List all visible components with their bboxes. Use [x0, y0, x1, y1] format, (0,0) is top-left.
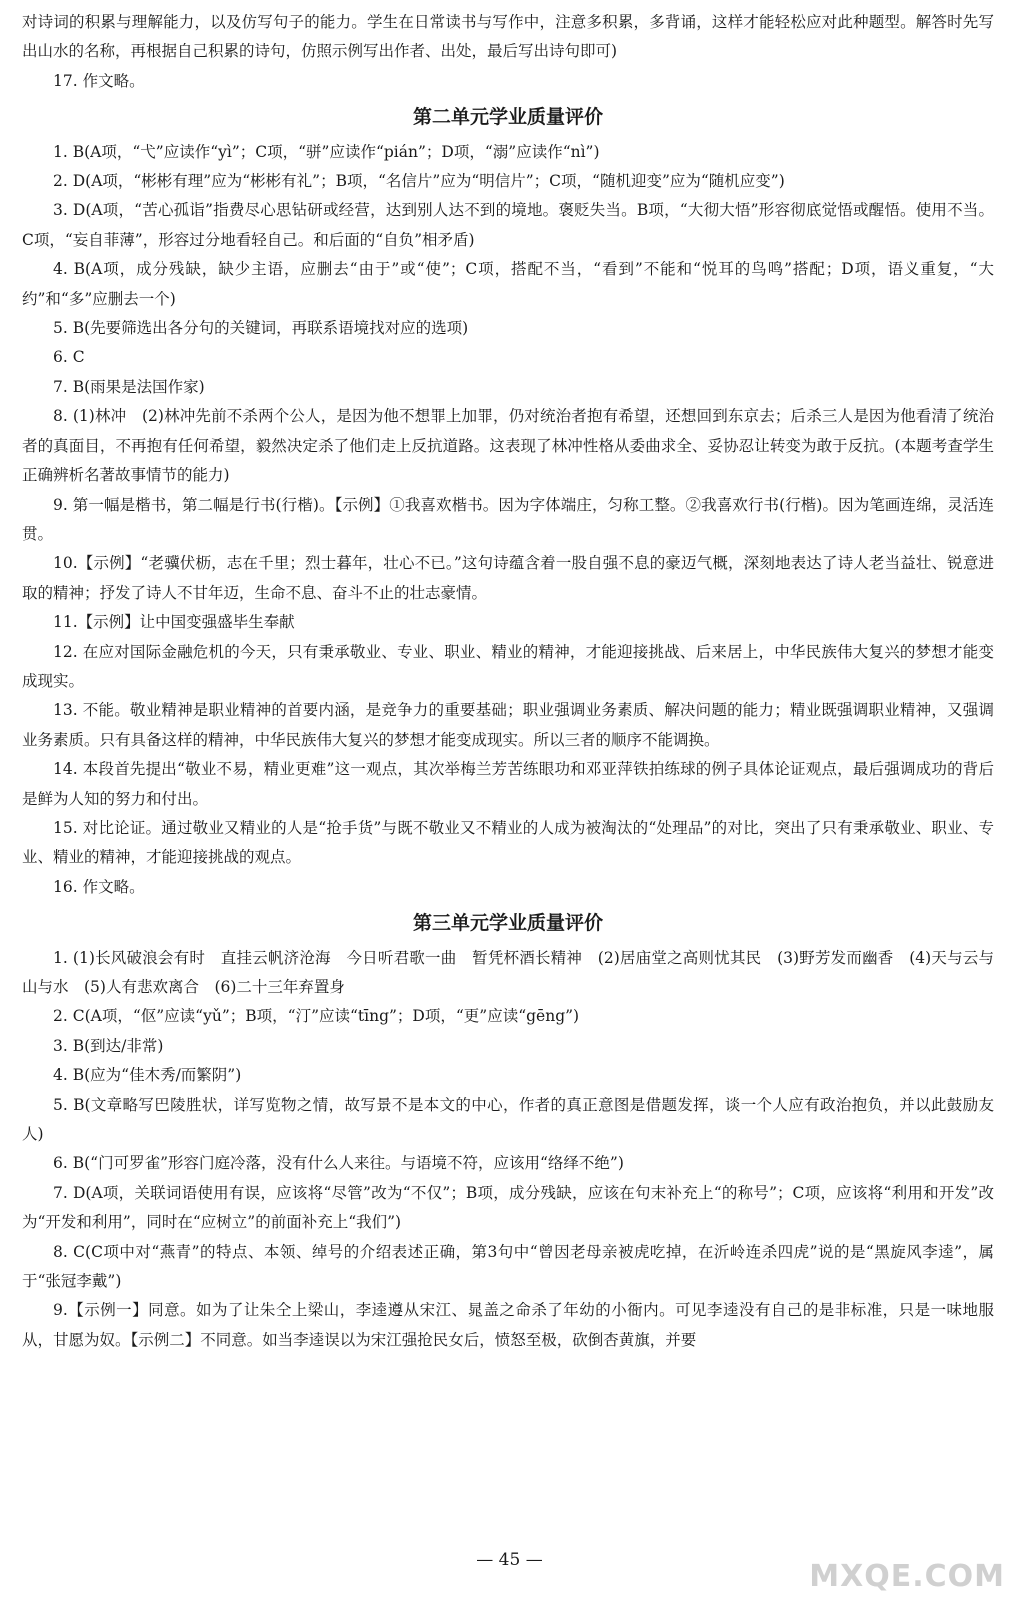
unit3-answer-8: 8. C(C项中对“燕青”的特点、本领、绰号的介绍表述正确，第3句中“曾因老母亲被虎吃掉，在沂岭连杀四虎”说的是“黑旋风李逵”，属于“张冠李戴”) [22, 1242, 994, 1291]
unit2-answer-8: 8. (1)林冲 (2)林冲先前不杀两个公人，是因为他不想罪上加罪，仍对统治者抱有希望，还想回到东京去；后杀三人是因为他看清了统治者的真面目，不再抱有任何希望，毅然决定杀了他们走上反抗道路。这表现了林冲性格从委曲求全、妥协忍让转变为敢于反抗。(本题考查学生正确辨析名著故事情节的能力) [22, 407, 994, 485]
unit2-answer-7: 7. B(雨果是法国作家) [53, 377, 205, 396]
unit2-answer-1: 1. B(A项，“弋”应读作“yì”；C项，“骈”应读作“pián”；D项，“溺”应读作“nì”) [53, 142, 600, 161]
unit3-answer-3: 3. B(到达/非常) [53, 1036, 164, 1055]
unit2-answer-9: 9. 第一幅是楷书，第二幅是行书(行楷)。【示例】①我喜欢楷书。因为字体端庄，匀称工整。②我喜欢行书(行楷)。因为笔画连绵，灵活连贯。 [22, 495, 994, 543]
unit3-answer-7: 7. D(A项，关联词语使用有误，应该将“尽管”改为“不仅”；B项，成分残缺，应该在句末补充上“的称号”；C项，应该将“利用和开发”改为“开发和利用”，同时在“应树立”的前面补充上“我们”) [22, 1183, 994, 1232]
unit2-answer-4: 4. B(A项，成分残缺，缺少主语，应删去“由于”或“使”；C项，搭配不当，“看到”不能和“悦耳的鸟鸣”搭配；D项，语义重复，“大约”和“多”应删去一个) [22, 260, 994, 308]
unit2-answer-16: 16. 作文略。 [53, 877, 145, 896]
unit3-answer-5: 5. B(文章略写巴陵胜状，详写览物之情，故写景不是本文的中心，作者的真正意图是借题发挥，谈一个人应有政治抱负，并以此鼓励友人) [22, 1095, 994, 1144]
unit2-answer-13: 13. 不能。敬业精神是职业精神的首要内涵，是竞争力的重要基础；职业强调业务素质、解决问题的能力；精业既强调职业精神，又强调业务素质。只有具备这样的精神，中华民族伟大复兴的梦想才能变成现实。所以三者的顺序不能调换。 [22, 701, 994, 749]
unit2-answer-15: 15. 对比论证。通过敬业又精业的人是“抢手货”与既不敬业又不精业的人成为被淘汰的“处理品”的对比，突出了只有秉承敬业、职业、专业、精业的精神，才能迎接挑战的观点。 [22, 818, 994, 867]
unit3-title: 第三单元学业质量评价 [412, 912, 603, 935]
unit3-answer-9: 9.【示例一】同意。如为了让朱仝上梁山，李逵遵从宋江、晁盖之命杀了年幼的小衙内。可见李逵没有自己的是非标准，只是一味地服从，甘愿为奴。【示例二】不同意。如当李逵误以为宋江强抢民女后，愤怒至极，砍倒杏黄旗，并要 [22, 1301, 994, 1349]
unit2-answer-10: 10.【示例】“老骥伏枥，志在千里；烈士暮年，壮心不已。”这句诗蕴含着一股自强不息的豪迈气概，深刻地表达了诗人老当益壮、锐意进取的精神；抒发了诗人不甘年迈，生命不息、奋斗不止的壮志豪情。 [22, 554, 994, 602]
unit3-answer-2: 2. C(A项，“伛”应读“yǔ”；B项，“汀”应读“tīng”；D项，“更”应读“gēng”) [53, 1007, 580, 1026]
unit2-answer-5: 5. B(先要筛选出各分句的关键词，再联系语境找对应的选项) [53, 319, 469, 338]
unit2-answer-14: 14. 本段首先提出“敬业不易，精业更难”这一观点，其次举梅兰芳苦练眼功和邓亚萍铁拍练球的例子具体论证观点，最后强调成功的背后是鲜为人知的努力和付出。 [22, 760, 994, 808]
unit2-answer-11: 11.【示例】让中国变强盛毕生奉献 [53, 613, 295, 632]
unit2-answer-2: 2. D(A项，“彬彬有理”应为“彬彬有礼”；B项，“名信片”应为“明信片”；C项，“随机迎变”应为“随机应变”) [53, 172, 785, 191]
watermark-logo: MXQE.COM [809, 1559, 1005, 1594]
document-page [22, 8, 994, 1355]
unit3-answer-4: 4. B(应为“佳木秀/而繁阴”) [53, 1066, 242, 1085]
page-number: — 45 — [476, 1550, 543, 1570]
unit3-answer-6: 6. B(“门可罗雀”形容门庭冷落，没有什么人来往。与语境不符，应该用“络绎不绝”) [53, 1154, 624, 1173]
unit2-answer-6: 6. C [53, 348, 85, 367]
unit2-title: 第二单元学业质量评价 [412, 106, 603, 129]
continuation-paragraph: 对诗词的积累与理解能力，以及仿写句子的能力。学生在日常读书与写作中，注意多积累，多背诵，这样才能轻松应对此种题型。解答时先写出山水的名称，再根据自己积累的诗句，仿照示例写出作者、出处，最后写出诗句即可) [22, 13, 994, 61]
unit3-answer-1: 1. (1)长风破浪会有时 直挂云帆济沧海 今日听君歌一曲 暂凭杯酒长精神 (2)居庙堂之高则忧其民 (3)野芳发而幽香 (4)天与云与山与水 (5)人有悲欢离合 (6)二十三年弃置身 [22, 948, 994, 996]
unit2-answer-12: 12. 在应对国际金融危机的今天，只有秉承敬业、专业、职业、精业的精神，才能迎接挑战、后来居上，中华民族伟大复兴的梦想才能变成现实。 [22, 642, 994, 690]
answer-17: 17. 作文略。 [53, 71, 145, 90]
unit2-answer-3: 3. D(A项，“苦心孤诣”指费尽心思钻研或经营，达到别人达不到的境地。褒贬失当。B项，“大彻大悟”形容彻底觉悟或醒悟。使用不当。C项，“妄自菲薄”，形容过分地看轻自己。和后面的“自负”相矛盾) [22, 201, 994, 249]
